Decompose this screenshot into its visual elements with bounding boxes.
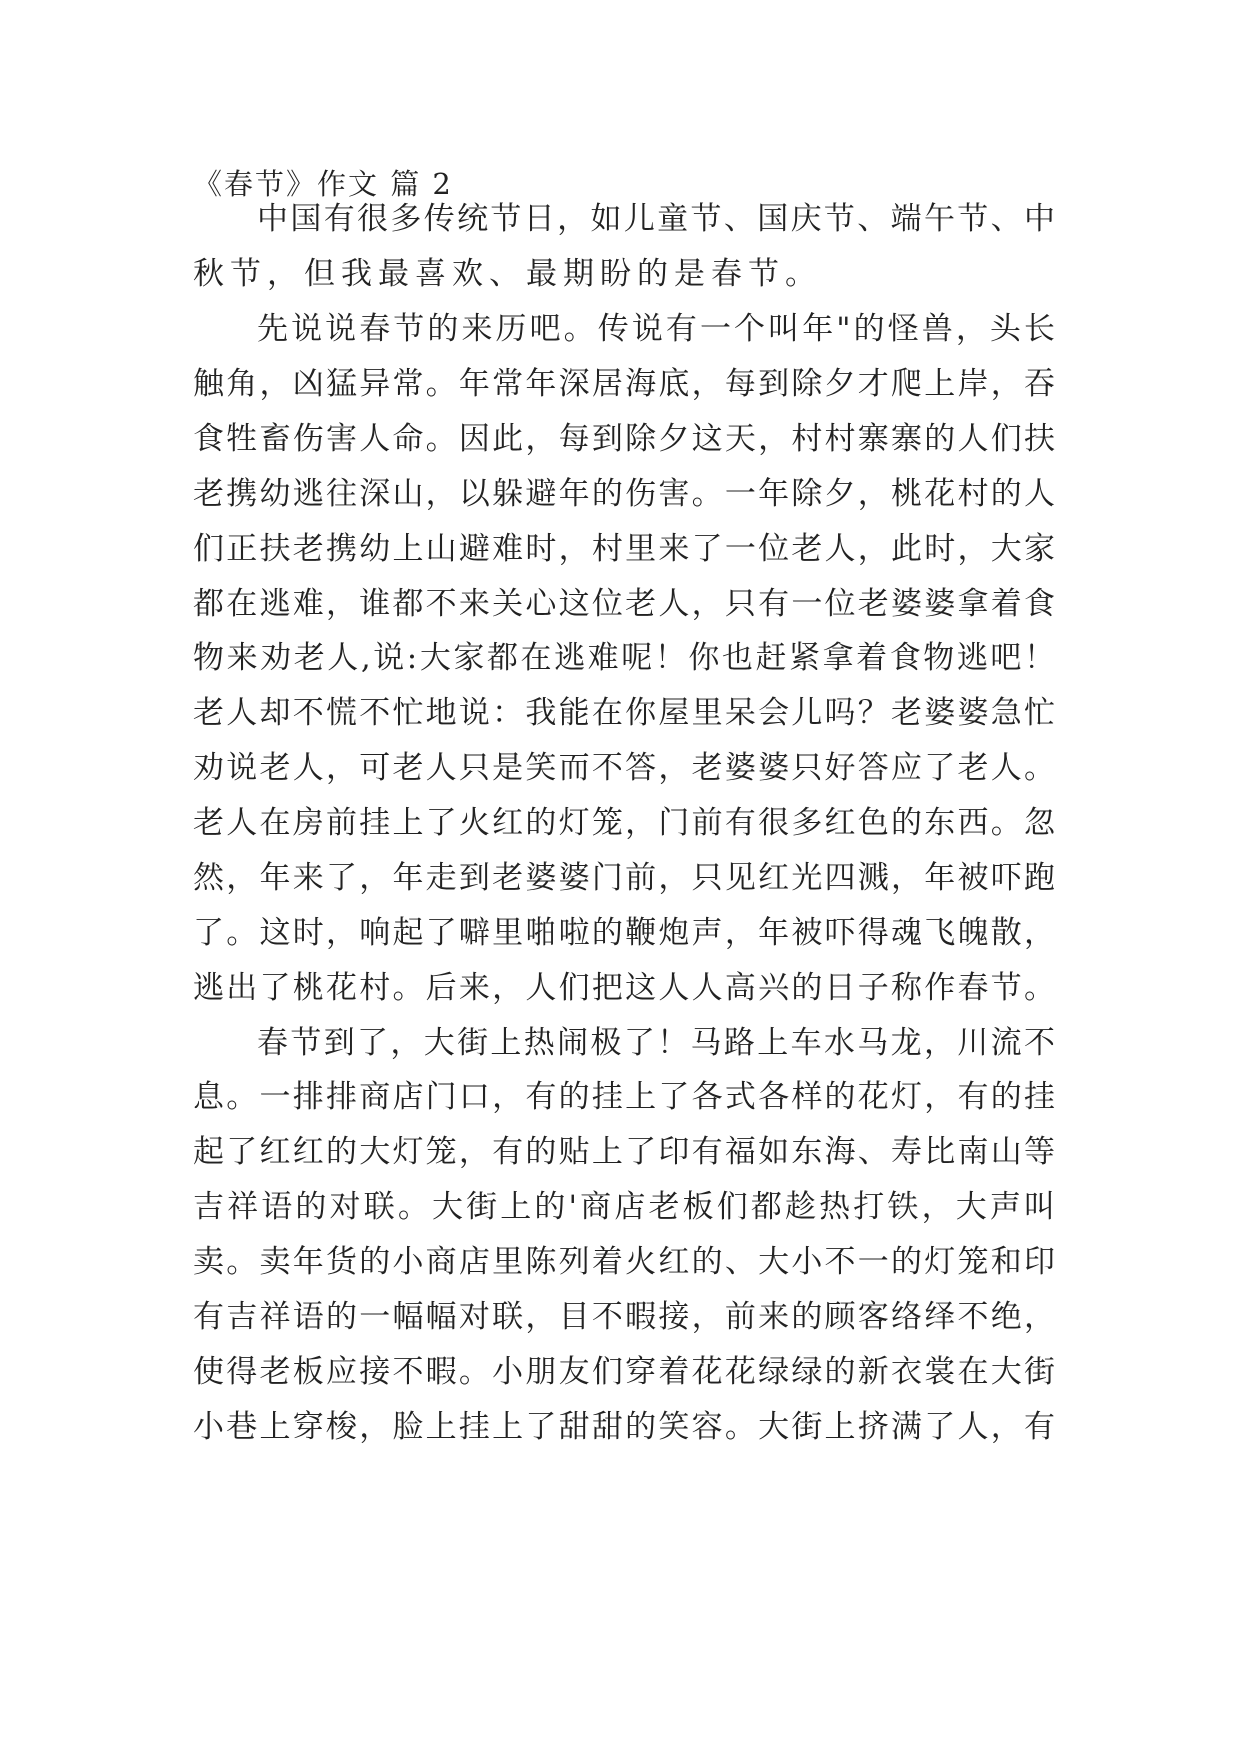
- text-line-23: 小巷上穿梭，脸上挂上了甜甜的笑容。大街上挤满了人，有: [193, 1409, 1055, 1445]
- text-line-19: 吉祥语的对联。大街上的'商店老板们都趁热打铁，大声叫: [193, 1189, 1055, 1225]
- text-line-9: 物来劝老人,说:大家都在逃难呢！你也赶紧拿着食物逃吧！: [193, 640, 1055, 676]
- text-line-16: 春节到了，大街上热闹极了！马路上车水马龙，川流不: [257, 1025, 1055, 1061]
- text-line-12: 老人在房前挂上了火红的灯笼，门前有很多红色的东西。忽: [193, 805, 1055, 841]
- text-line-15: 逃出了桃花村。后来，人们把这人人高兴的日子称作春节。: [193, 970, 1055, 1006]
- text-line-7: 们正扶老携幼上山避难时，村里来了一位老人，此时，大家: [193, 531, 1055, 567]
- text-line-11: 劝说老人，可老人只是笑而不答，老婆婆只好答应了老人。: [193, 750, 1055, 786]
- text-line-18: 起了红红的大灯笼，有的贴上了印有福如东海、寿比南山等: [193, 1134, 1055, 1170]
- text-line-4: 触角，凶猛异常。年常年深居海底，每到除夕才爬上岸，吞: [193, 366, 1055, 402]
- text-line-22: 使得老板应接不暇。小朋友们穿着花花绿绿的新衣裳在大街: [193, 1354, 1055, 1390]
- essay-title: 《春节》作文 篇 2: [193, 167, 453, 201]
- text-line-21: 有吉祥语的一幅幅对联，目不暇接，前来的顾客络绎不绝，: [193, 1299, 1055, 1335]
- text-line-5: 食牲畜伤害人命。因此，每到除夕这天，村村寨寨的人们扶: [193, 421, 1055, 457]
- text-line-8: 都在逃难，谁都不来关心这位老人，只有一位老婆婆拿着食: [193, 586, 1055, 622]
- text-line-2: 秋节，但我最喜欢、最期盼的是春节。: [193, 256, 822, 292]
- text-line-6: 老携幼逃往深山，以躲避年的伤害。一年除夕，桃花村的人: [193, 476, 1055, 512]
- text-line-14: 了。这时，响起了噼里啪啦的鞭炮声，年被吓得魂飞魄散，: [193, 915, 1055, 951]
- text-line-3: 先说说春节的来历吧。传说有一个叫年"的怪兽，头长: [257, 311, 1055, 347]
- text-line-10: 老人却不慌不忙地说：我能在你屋里呆会儿吗？老婆婆急忙: [193, 695, 1055, 731]
- text-line-17: 息。一排排商店门口，有的挂上了各式各样的花灯，有的挂: [193, 1079, 1055, 1115]
- text-line-20: 卖。卖年货的小商店里陈列着火红的、大小不一的灯笼和印: [193, 1244, 1055, 1280]
- text-line-13: 然，年来了，年走到老婆婆门前，只见红光四溅，年被吓跑: [193, 860, 1055, 896]
- text-line-1: 中国有很多传统节日，如儿童节、国庆节、端午节、中: [257, 201, 1055, 237]
